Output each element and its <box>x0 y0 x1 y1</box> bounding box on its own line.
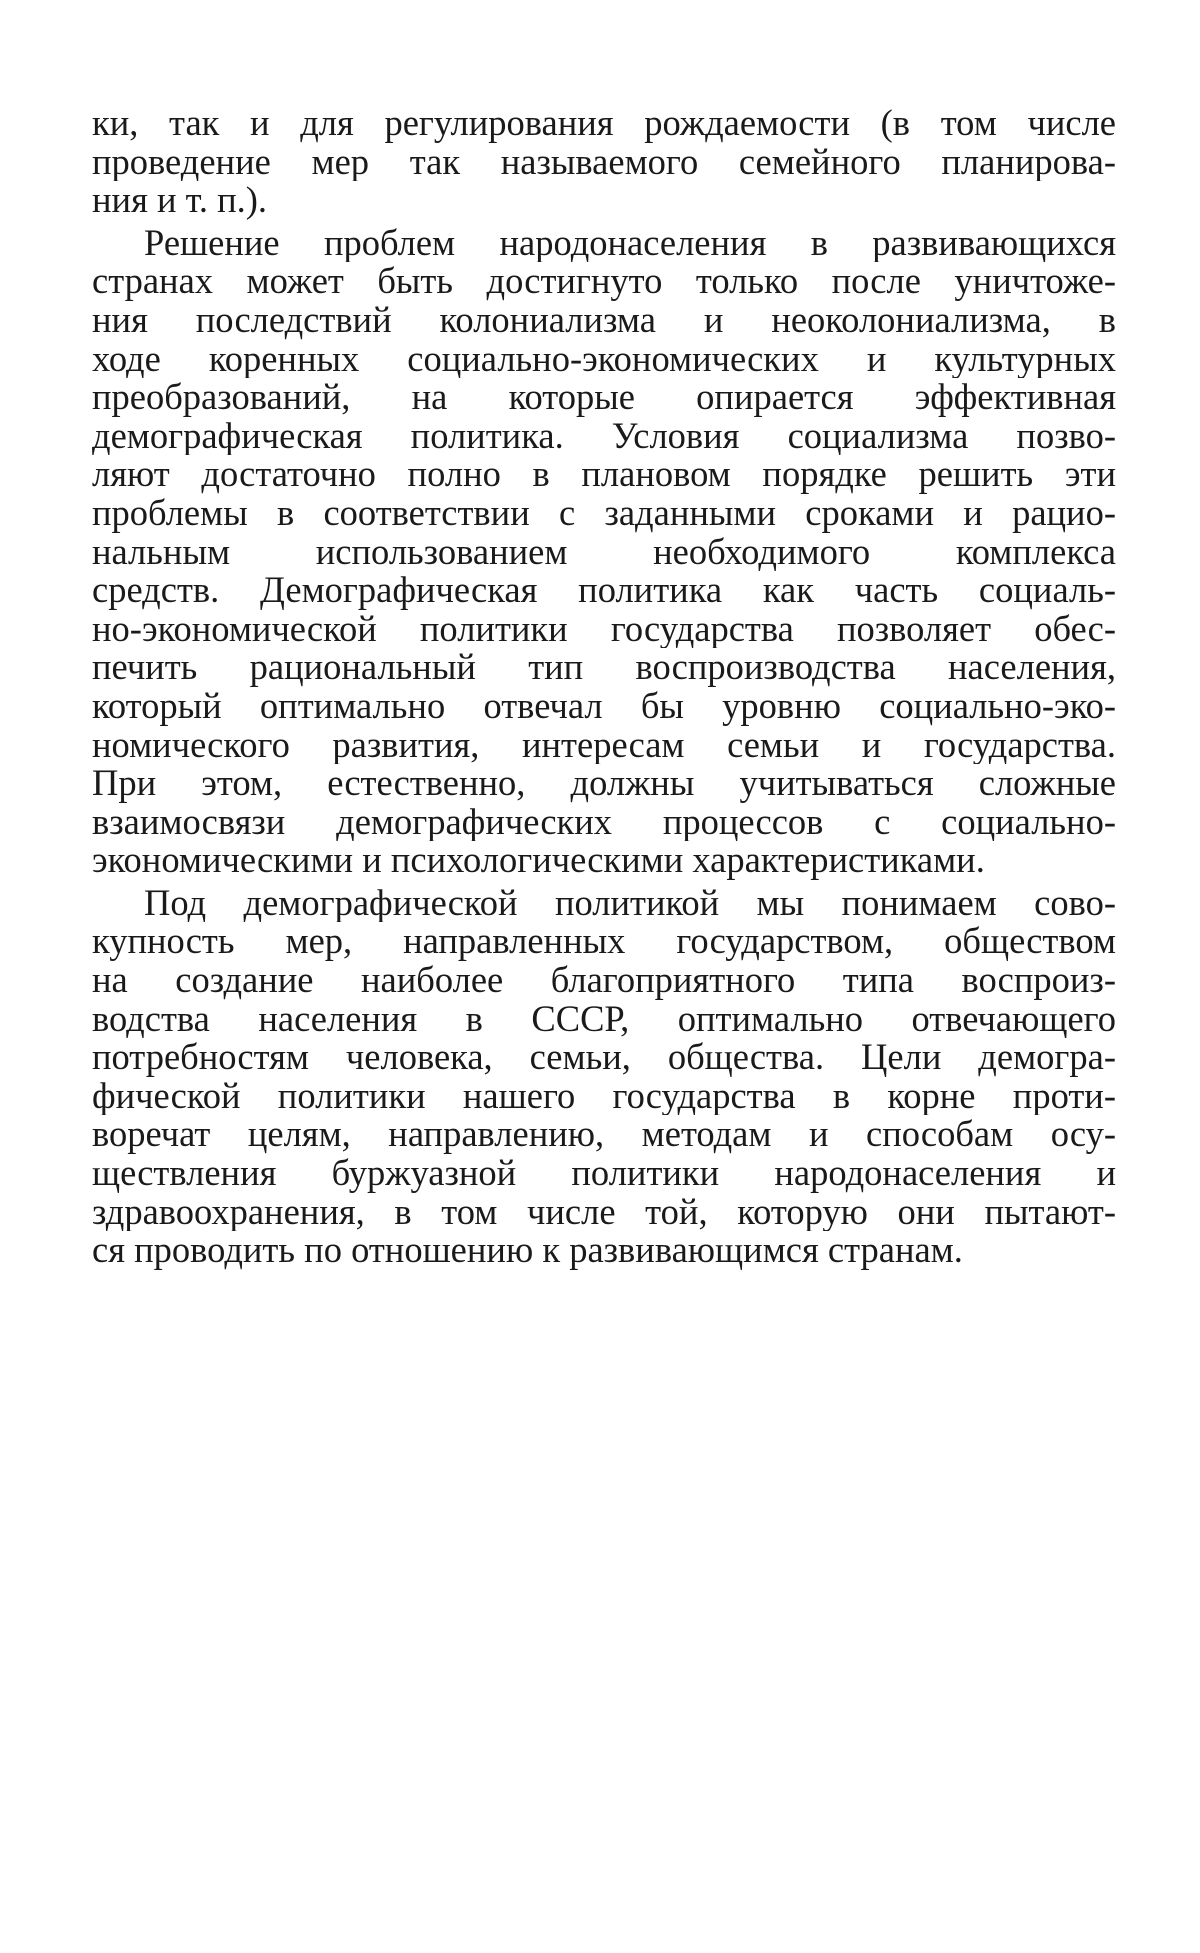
text-line: но-экономической политики государства позволяет обес- <box>92 609 1116 649</box>
text-line: взаимосвязи демографических процессов с социально- <box>92 802 1116 842</box>
text-line: ки, так и для регулирования рождаемости (в том числе <box>92 104 1116 143</box>
text-line: ходе коренных социально-экономических и культурных <box>92 339 1116 379</box>
text-line: средств. Демографическая политика как часть социаль- <box>92 571 1116 610</box>
text-line: фической политики нашего государства в корне проти- <box>92 1076 1116 1116</box>
text-line: нальным использованием необходимого комплекса <box>92 532 1116 572</box>
text-line: ляют достаточно полно в плановом порядке решить эти <box>92 455 1116 494</box>
text-line: Решение проблем народонаселения в развивающихся <box>144 223 1116 263</box>
text-line: купность мер, направленных государством, обществом <box>92 922 1116 962</box>
text-line: ся проводить по отношению к развивающимся странам. <box>92 1231 963 1270</box>
text-line: на создание наиболее благоприятного типа воспроиз- <box>92 961 1116 1000</box>
text-line: воречат целям, направлению, методам и способам осу- <box>92 1115 1116 1155</box>
text-line: странах может быть достигнуто только после уничтоже- <box>92 262 1116 301</box>
text-line: здравоохранения, в том числе той, которую они пытают- <box>92 1192 1116 1232</box>
text-line: преобразований, на которые опирается эффективная <box>92 378 1116 417</box>
text-line: демографическая политика. Условия социализма позво- <box>92 416 1116 456</box>
text-line: проведение мер так называемого семейного планирова- <box>92 142 1116 182</box>
text-line: При этом, естественно, должны учитываться сложные <box>92 764 1116 803</box>
text-line: ществления буржуазной политики народонаселения и <box>92 1154 1116 1193</box>
text-line: ния и т. п.). <box>92 181 268 220</box>
text-line: проблемы в соответствии с заданными сроками и рацио- <box>92 493 1116 533</box>
paragraph-1 <box>92 104 1116 220</box>
text-line: ния последствий колониализма и неоколониализма, в <box>92 300 1116 340</box>
page-body <box>92 104 1116 1270</box>
paragraph-2 <box>92 224 1116 880</box>
paragraph-3 <box>92 884 1116 1270</box>
text-line: потребностям человека, семьи, общества. Цели демогра- <box>92 1038 1116 1077</box>
text-line: номического развития, интересам семьи и государства. <box>92 725 1116 765</box>
text-line: водства населения в СССР, оптимально отвечающего <box>92 999 1116 1039</box>
text-line: экономическими и психологическими характеристиками. <box>92 841 985 880</box>
text-line: печить рациональный тип воспроизводства населения, <box>92 648 1116 687</box>
text-line: Под демографической политикой мы понимаем сово- <box>144 883 1116 923</box>
text-line: который оптимально отвечал бы уровню социально-эко- <box>92 686 1116 726</box>
